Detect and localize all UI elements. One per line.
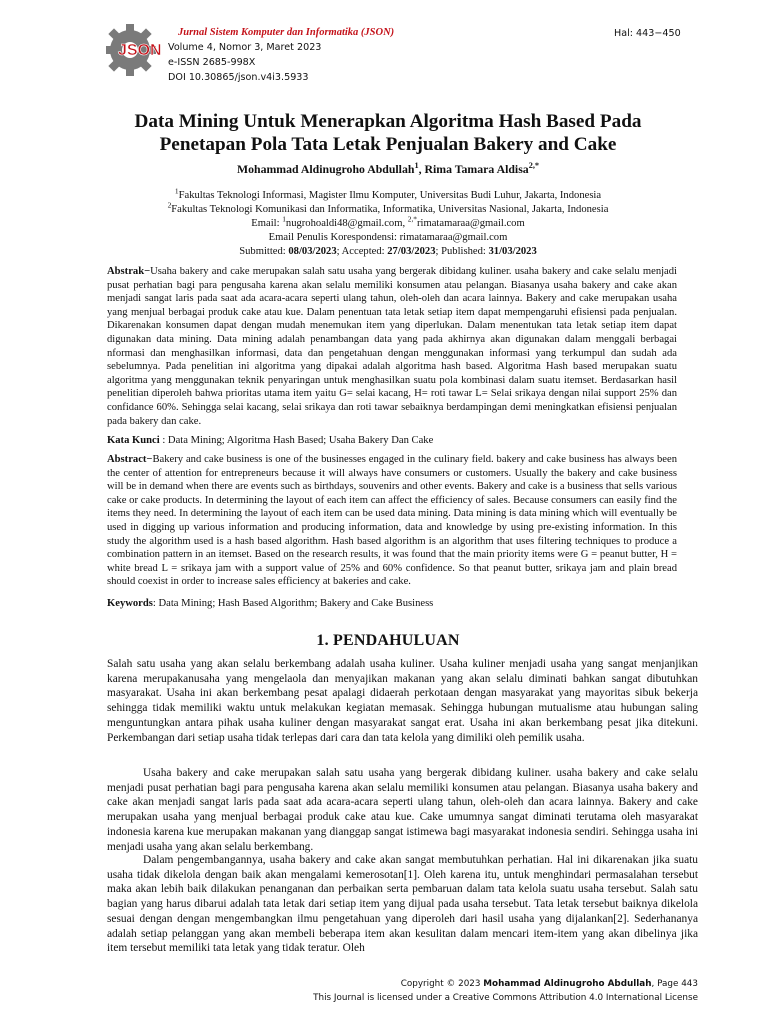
abstract-text: Bakery and cake business is one of the businesses engaged in the culinary field. bakery and cake business has always been the center of attention for entrepreneurs because it will always have consumers or customers. Usually the bakery and cake business will be in demand when there are events such as birthdays, souvenirs and other events. Bakery and cake is a business that sells various cake or cake products. In determining the layout of each item can affect the efficiency of sales. Because consumers can easily find the items they need. In determining the layout of each item can be used data mining. Data mining is data mining which will eventually be used in digging up various information and producing information, data and knowledge by using pre-existing information. In this study the algorithm used is a hash based algorithm. Hash based algorithm is an algorithm that uses filtering techniques to produce a combination pattern in an itemset. Based on the research results, it was found that the main priority items were G = peanut butter, H = white bread L = srikaya jam with a support value of 25% and 60% confidence. So that peanut butter, srikaya jam and plain bread should coexist in order to increase sales efficiency at bakeries and cake. — [107, 454, 677, 588]
accepted-date: 27/03/2023 — [387, 246, 436, 257]
submission-dates — [108, 245, 668, 259]
page-range: Hal: 443−450 — [614, 28, 681, 39]
email-line — [108, 214, 668, 231]
abstrak-label: Abstrak− — [107, 266, 151, 277]
abstract-label: Abstract− — [107, 454, 153, 465]
kata-kunci-label: Kata Kunci — [107, 435, 160, 446]
affiliation-1 — [108, 186, 668, 203]
journal-logo — [106, 20, 166, 80]
email-1-mark: 1 — [282, 214, 286, 224]
body-paragraph-2: Usaha bakery and cake merupakan salah satu usaha yang bergerak dibidang kuliner. usaha bakery and cake selalu menjadi pusat perhatian bagi para pengusaha karena akan selalu memiliki konsumen atau pelangan. Biasanya usaha bakery and cake akan menjadi sangat laris pada saat ada acara-acara seperti ulang tahun, oleh-oleh dan acara lainnya. Bakery and cake merupakan usaha yang menjual berbagai produk cake atau kue. Cake umumnya sangat diminati terutama oleh masyarakat indonesia karena kue merupakan makanan yang dianggap sangat istimewa bagi masyarakat indonesia sendiri. Sehingga usaha ini menjadi usaha yang akan selalu berkembang. — [107, 767, 698, 853]
paper-title: Data Mining Untuk Menerapkan Algoritma Hash Based Pada Penetapan Pola Tata Letak Penjualan Bakery and Cake — [134, 111, 642, 155]
published-date: 31/03/2023 — [488, 246, 537, 257]
svg-text:JSON: JSON — [118, 42, 162, 59]
published-label: ; Published: — [435, 246, 489, 257]
abstract-paragraph — [107, 453, 677, 589]
affiliation-1-text: Fakultas Teknologi Informasi, Magister Ilmu Komputer, Universitas Budi Luhur, Jakarta, Indonesia — [178, 190, 602, 201]
affiliation-2-mark: 2 — [167, 200, 172, 210]
email-1[interactable]: nugrohoaldi48@gmail.com, — [285, 218, 408, 229]
keywords-paragraph — [107, 597, 677, 611]
abstrak-paragraph — [107, 265, 677, 428]
abstrak-text: Usaha bakery and cake merupakan salah satu usaha yang bergerak dibidang kuliner. usaha bakery and cake selalu menjadi pusat perhatian bagi para pengusaha karena akan selalu memiliki konsumen atau pelangan. Biasanya usaha bakery and cake akan menjadi sangat laris pada saat ada acara-acara seperti ulang tahun, oleh-oleh dan acara lainnya. Bakery and cake merupakan usaha yang menjual berbagai produk cake atau kue. Dalam penentuan tata letak setiap item dapat mempengaruhi efisiensi pada penjualan. Dikarenakan konsumen dapat dengan mudah menemukan item yang diperlukan. Dalam menentukan tata letak setiap item dapat digunakan data mining. Data mining adalah penambangan data yang pada akhirnya akan digunakan dalam menggali berbagai nformasi dan menghasilkan informasi, data dan pengetahuan dengan menggunakan informasi yang terkumpul dan sudah ada sebelumnya. Pada penelitian ini algoritma yang dipakai adalah algoritma hash based. Algoritma Hash based merupakan suatu algoritma yang menggunakan teknik penyaringan untuk menghasilkan suatu pola kombinasi dalam suatu itemset. Berdasarkan hasil penelitian diperoleh bahwa prioritas utama item yaitu G= selai kacang, H= roti tawar L= Selai srikaya dengan nilai support 25% dan confidance 60%. Sehingga selai kacang, selai srikaya dan roti tawar sebaiknya berdampingan demi meningkatkan efisiensi penjualan pada bakery dan cake. — [107, 266, 677, 427]
footer-copyright — [401, 979, 698, 989]
copyright-author: Mohammad Aldinugroho Abdullah — [483, 979, 652, 989]
email-prefix: Email: — [251, 218, 283, 229]
author-2-name: Rima Tamara Aldisa — [424, 162, 529, 176]
copyright-prefix: Copyright © 2023 — [400, 979, 484, 989]
body-paragraph-3: Dalam pengembangannya, usaha bakery and cake akan sangat membutuhkan perhatian. Hal ini dikarenakan jika suatu usaha tidak dikelola dengan baik akan mengalami kemerosotan[1]. Oleh karena itu, untuk menghindari permasalahan tersebut maka akan lebih baik dilakukan penanganan dan perbaikan serta pembaruan dalam tata kelola suatu usaha tersebut. Salah satu bagian yang harus dibarui adalah tata letak dari setiap item yang dijual pada usaha tersebut. Tata letak tersebut baiknya dikelola sesuai dengan dengan mengembangkan ilmu pengetahuan yang diperoleh dari hasil usaha yang dijalankan[2]. Sederhananya adalah setiap pelanggan yang akan membeli beberapa item akan kesulitan dalam mencari item-item yang akan dibelinya jika item tersebut memiliki tata letak yang tidak teratur. Oleh — [107, 854, 698, 955]
email-2-mark: 2,* — [407, 214, 418, 224]
keywords-text: : Data Mining; Hash Based Algorithm; Bakery and Cake Business — [152, 598, 434, 609]
author-list — [108, 162, 668, 177]
body-paragraph-1: Salah satu usaha yang akan selalu berkembang adalah usaha kuliner. Usaha kuliner menjadi usaha yang sangat menjanjikan karena merupakanusaha yang mengelaola dan menyajikan makanan yang akan selalu diminati bahkan sangat dibutuhkan masyarakat. Usaha ini akan berkembang pesat apalagi didaerah perkotaan dengan masyarakat yang mayoritas sibuk bekerja sehingga tidak memiliki waktu untuk melakukan kegiatan memasak. Sehingga hubungan mutualisme atau hubungan saling menguntungkan antara pihak usaha kuliner dengan masyarakat sangat erat. Usaha ini akan berkembang pesat jika ditekuni. Perkembangan dari setiap usaha tidak terlepas dari cara dan tata kelola yang dimiliki oleh pemilik usaha. — [107, 658, 698, 744]
email-2[interactable]: rimatamaraa@gmail.com — [417, 218, 525, 229]
affiliations — [108, 186, 668, 259]
journal-name: Jurnal Sistem Komputer dan Informatika (JSON) — [178, 27, 395, 38]
author-1-name: Mohammad Aldinugroho Abdullah — [236, 162, 415, 176]
accepted-label: ; Accepted: — [336, 246, 388, 257]
footer-license[interactable]: This Journal is licensed under a Creative Commons Attribution 4.0 International License — [313, 993, 698, 1003]
journal-doi[interactable]: DOI 10.30865/json.v4i3.5933 — [168, 72, 309, 83]
author-2-affiliation-mark: 2,* — [528, 161, 540, 171]
author-separator: , — [418, 162, 425, 176]
journal-eissn: e-ISSN 2685-998X — [168, 57, 256, 68]
keywords-label: Keywords — [107, 598, 153, 609]
journal-volume: Volume 4, Nomor 3, Maret 2023 — [168, 42, 322, 53]
copyright-page: , Page 443 — [651, 979, 698, 989]
corresponding-email: Email Penulis Korespondensi: rimatamaraa@gmail.com — [268, 232, 508, 243]
section-heading: 1. PENDAHULUAN — [316, 632, 460, 649]
affiliation-1-mark: 1 — [174, 186, 179, 196]
author-1-affiliation-mark: 1 — [414, 161, 419, 171]
kata-kunci-text: : Data Mining; Algoritma Hash Based; Usaha Bakery Dan Cake — [159, 435, 434, 446]
submitted-label: Submitted: — [239, 246, 289, 257]
submitted-date: 08/03/2023 — [288, 246, 337, 257]
kata-kunci-paragraph — [107, 434, 677, 448]
affiliation-2 — [108, 200, 668, 217]
affiliation-2-text: Fakultas Teknologi Komunikasi dan Informatika, Informatika, Universitas Nasional, Jakarta, Indonesia — [171, 204, 609, 215]
